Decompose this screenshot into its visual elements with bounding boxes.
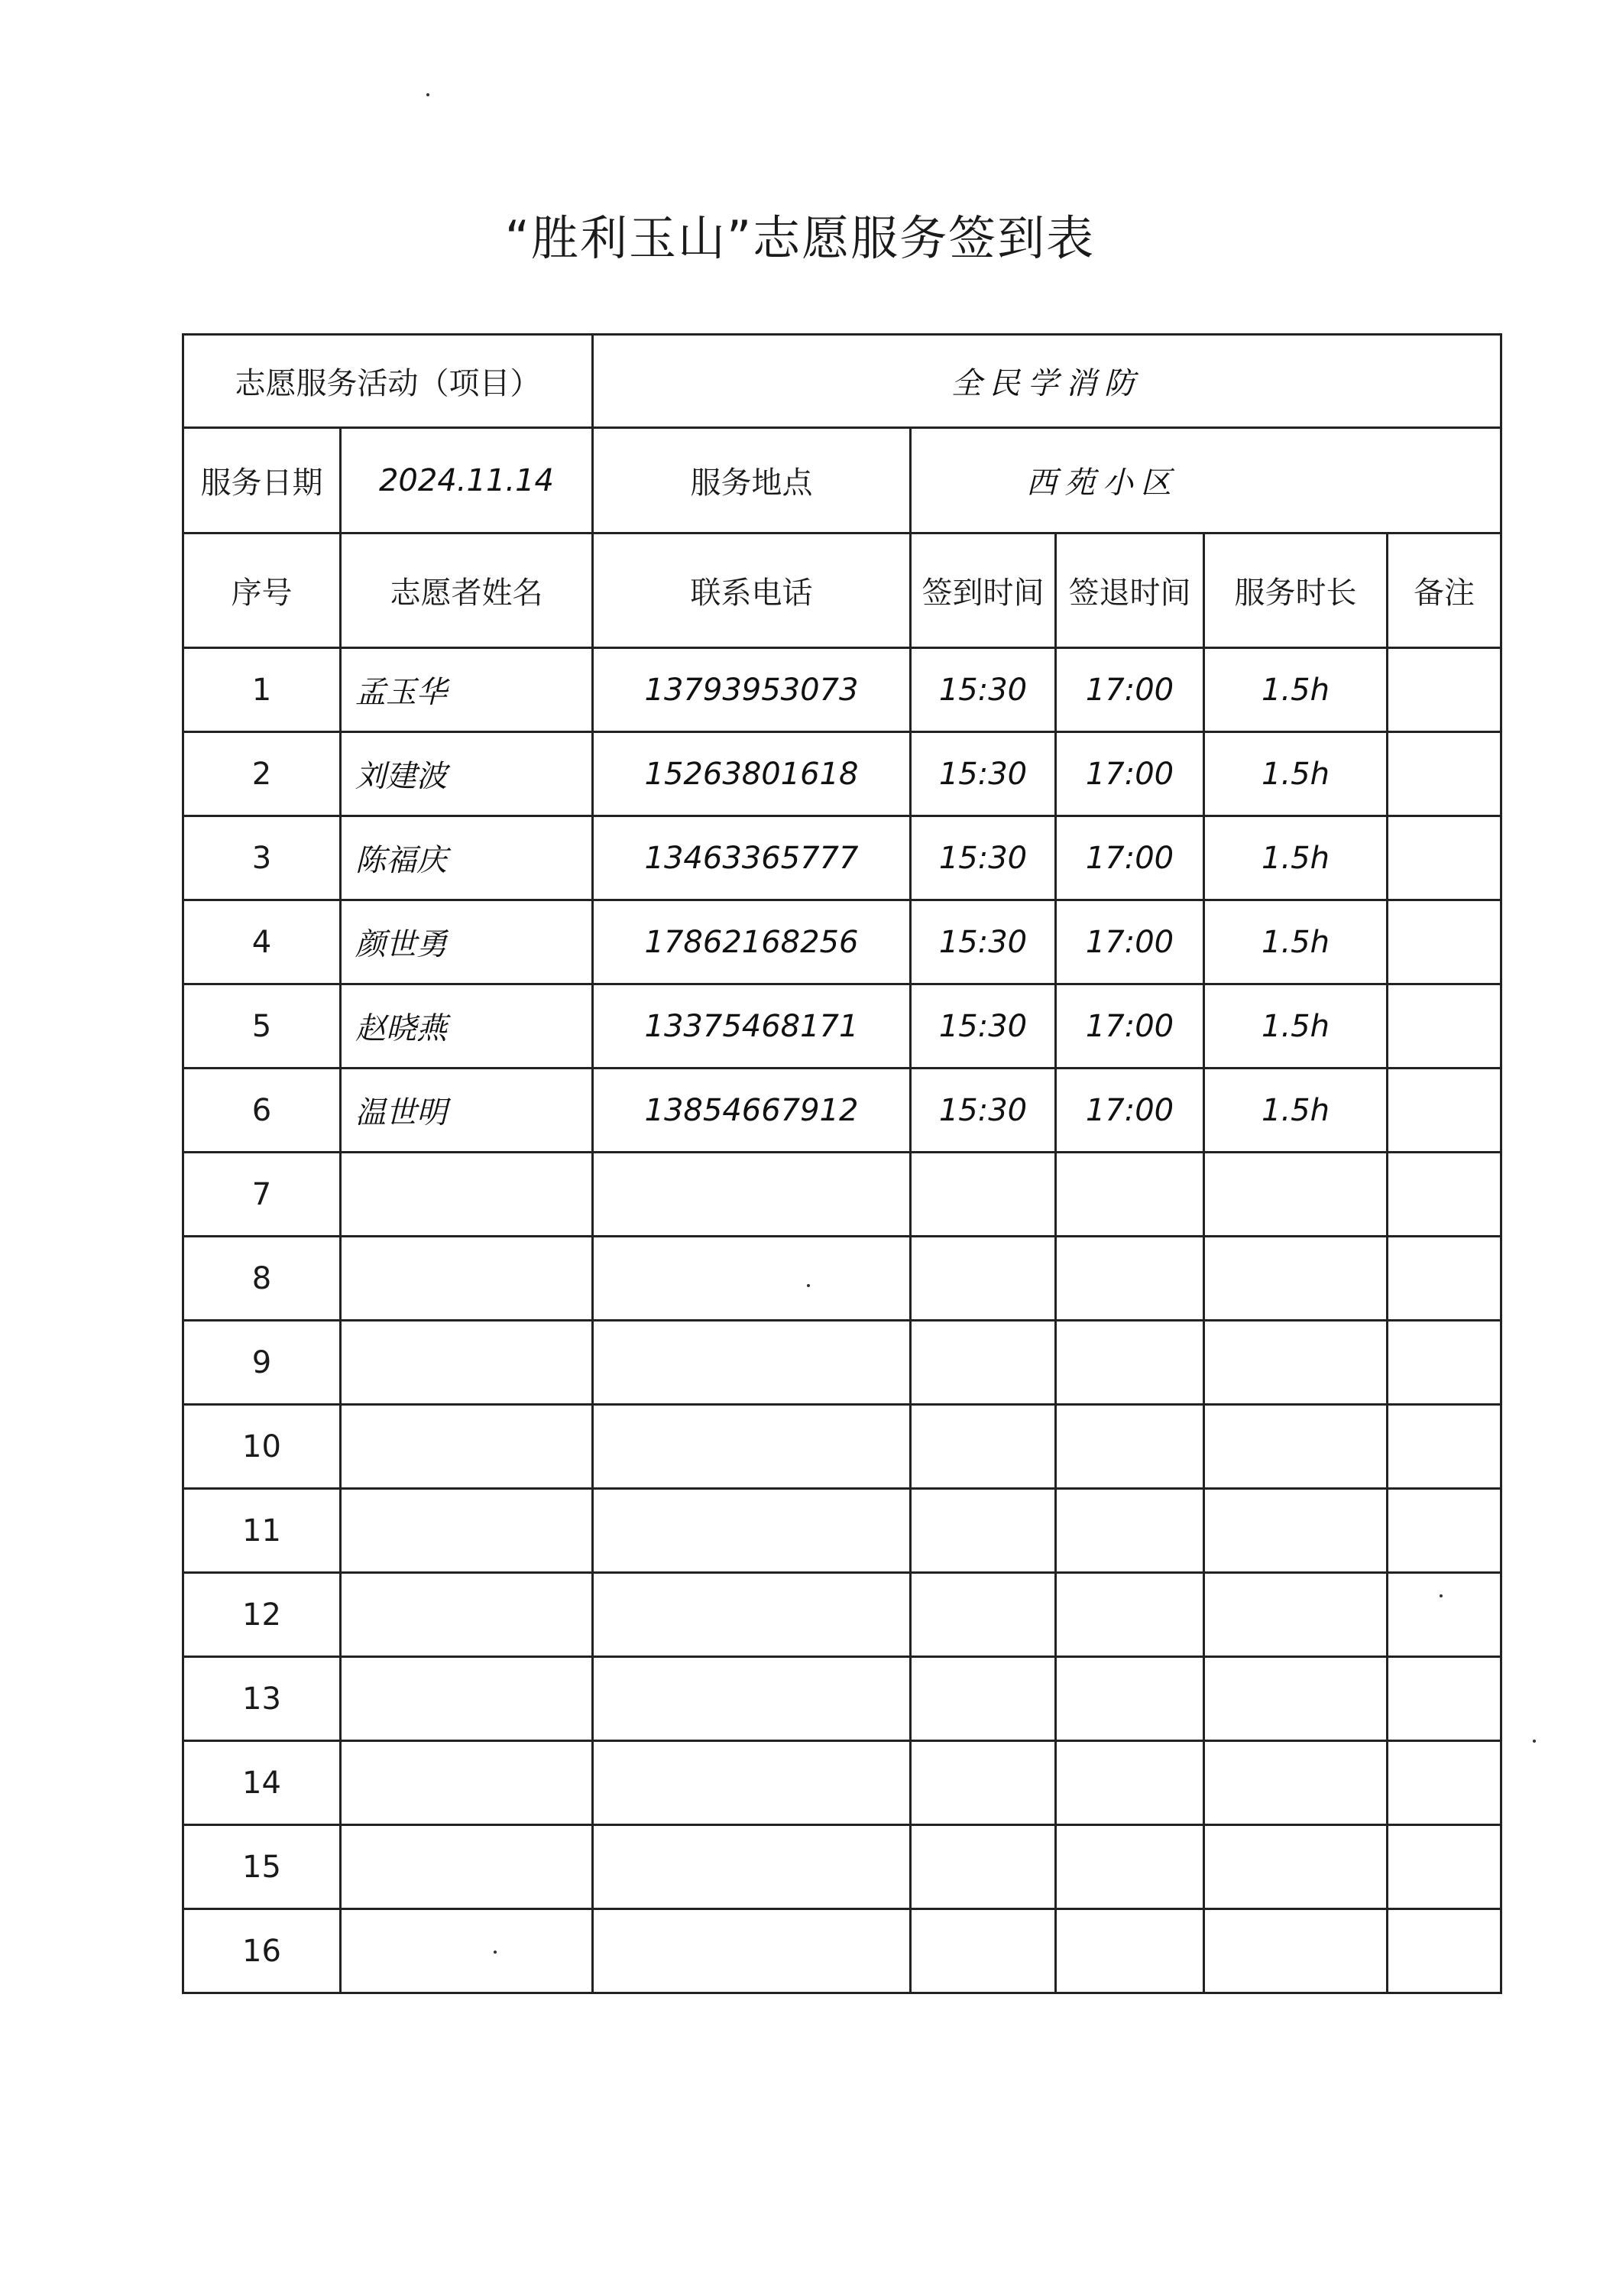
- check-out-time[interactable]: [1056, 1237, 1204, 1321]
- table-row: [183, 1573, 1501, 1657]
- check-in-time[interactable]: [911, 1825, 1056, 1909]
- volunteer-name[interactable]: [341, 1909, 593, 1993]
- note-cell[interactable]: [1388, 816, 1501, 900]
- row-number: 5: [183, 984, 341, 1069]
- service-hours[interactable]: 1.5h: [1204, 1069, 1388, 1153]
- row-number: 14: [183, 1741, 341, 1825]
- table-row: [183, 816, 1501, 900]
- volunteer-name[interactable]: [341, 1741, 593, 1825]
- note-cell[interactable]: [1388, 984, 1501, 1069]
- note-cell[interactable]: [1388, 648, 1501, 732]
- volunteer-name[interactable]: 陈福庆: [341, 816, 593, 900]
- volunteer-name[interactable]: 温世明: [341, 1069, 593, 1153]
- check-out-time[interactable]: 17:00: [1056, 732, 1204, 816]
- phone-number[interactable]: [593, 1825, 911, 1909]
- scan-speck: [426, 93, 429, 96]
- phone-number[interactable]: 17862168256: [593, 900, 911, 984]
- table-row: [183, 1825, 1501, 1909]
- check-out-time[interactable]: 17:00: [1056, 900, 1204, 984]
- row-number: 2: [183, 732, 341, 816]
- volunteer-name[interactable]: [341, 1153, 593, 1237]
- row-number: 15: [183, 1825, 341, 1909]
- service-hours[interactable]: 1.5h: [1204, 732, 1388, 816]
- column-header-row: [183, 533, 1501, 648]
- check-out-time[interactable]: [1056, 1573, 1204, 1657]
- phone-number[interactable]: [593, 1909, 911, 1993]
- check-out-time[interactable]: 17:00: [1056, 1069, 1204, 1153]
- service-hours[interactable]: [1204, 1657, 1388, 1741]
- page-title: “胜利玉山”志愿服务签到表: [504, 210, 1096, 266]
- phone-number[interactable]: 13854667912: [593, 1069, 911, 1153]
- check-out-time[interactable]: [1056, 1741, 1204, 1825]
- table-row: [183, 900, 1501, 984]
- check-in-time[interactable]: [911, 1909, 1056, 1993]
- table-row: [183, 1741, 1501, 1825]
- check-out-time[interactable]: [1056, 1321, 1204, 1405]
- service-hours[interactable]: [1204, 1321, 1388, 1405]
- check-in-time[interactable]: 15:30: [911, 900, 1056, 984]
- table-row: [183, 1321, 1501, 1405]
- note-cell[interactable]: [1388, 1825, 1501, 1909]
- service-hours[interactable]: 1.5h: [1204, 900, 1388, 984]
- phone-number[interactable]: [593, 1153, 911, 1237]
- col-header-hours: 服务时长: [1204, 533, 1388, 648]
- check-out-time[interactable]: [1056, 1909, 1204, 1993]
- note-cell[interactable]: [1388, 1405, 1501, 1489]
- check-in-time[interactable]: [911, 1657, 1056, 1741]
- table-row: [183, 1153, 1501, 1237]
- activity-value[interactable]: 全民学消防: [593, 335, 1501, 428]
- note-cell[interactable]: [1388, 900, 1501, 984]
- volunteer-name[interactable]: [341, 1405, 593, 1489]
- note-cell[interactable]: [1388, 732, 1501, 816]
- note-cell[interactable]: [1388, 1573, 1501, 1657]
- note-cell[interactable]: [1388, 1321, 1501, 1405]
- check-out-time[interactable]: 17:00: [1056, 816, 1204, 900]
- service-hours[interactable]: [1204, 1825, 1388, 1909]
- check-in-time[interactable]: [911, 1321, 1056, 1405]
- col-header-no: 序号: [183, 533, 341, 648]
- volunteer-name[interactable]: [341, 1489, 593, 1573]
- volunteer-name[interactable]: [341, 1237, 593, 1321]
- phone-number[interactable]: 15263801618: [593, 732, 911, 816]
- service-hours[interactable]: 1.5h: [1204, 984, 1388, 1069]
- activity-row: [183, 335, 1501, 428]
- check-out-time[interactable]: 17:00: [1056, 648, 1204, 732]
- volunteer-name[interactable]: [341, 1657, 593, 1741]
- volunteer-name[interactable]: 孟玉华: [341, 648, 593, 732]
- row-number: 13: [183, 1657, 341, 1741]
- table-row: [183, 1657, 1501, 1741]
- phone-number[interactable]: [593, 1489, 911, 1573]
- row-number: 7: [183, 1153, 341, 1237]
- volunteer-name[interactable]: 刘建波: [341, 732, 593, 816]
- service-hours[interactable]: [1204, 1489, 1388, 1573]
- phone-number[interactable]: [593, 1405, 911, 1489]
- row-number: 9: [183, 1321, 341, 1405]
- table-row: [183, 1909, 1501, 1993]
- col-header-note: 备注: [1388, 533, 1501, 648]
- phone-number[interactable]: [593, 1741, 911, 1825]
- date-value[interactable]: 2024.11.14: [341, 428, 593, 533]
- note-cell[interactable]: [1388, 1153, 1501, 1237]
- table-row: [183, 1237, 1501, 1321]
- check-in-time[interactable]: [911, 1237, 1056, 1321]
- scan-speck: [1533, 1740, 1536, 1743]
- table-row: [183, 984, 1501, 1069]
- date-label: 服务日期: [183, 428, 341, 533]
- check-out-time[interactable]: [1056, 1825, 1204, 1909]
- check-in-time[interactable]: 15:30: [911, 648, 1056, 732]
- service-hours[interactable]: 1.5h: [1204, 648, 1388, 732]
- check-in-time[interactable]: [911, 1405, 1056, 1489]
- volunteer-name[interactable]: [341, 1321, 593, 1405]
- check-in-time[interactable]: 15:30: [911, 1069, 1056, 1153]
- note-cell[interactable]: [1388, 1657, 1501, 1741]
- activity-label: 志愿服务活动（项目）: [183, 335, 593, 428]
- check-out-time[interactable]: [1056, 1405, 1204, 1489]
- service-hours[interactable]: [1204, 1405, 1388, 1489]
- date-location-row: [183, 428, 1501, 533]
- table-row: [183, 1405, 1501, 1489]
- volunteer-name[interactable]: 赵晓燕: [341, 984, 593, 1069]
- service-hours[interactable]: [1204, 1237, 1388, 1321]
- check-out-time[interactable]: 17:00: [1056, 984, 1204, 1069]
- volunteer-name[interactable]: 颜世勇: [341, 900, 593, 984]
- check-in-time[interactable]: 15:30: [911, 732, 1056, 816]
- row-number: 6: [183, 1069, 341, 1153]
- row-number: 4: [183, 900, 341, 984]
- phone-number[interactable]: [593, 1321, 911, 1405]
- row-number: 12: [183, 1573, 341, 1657]
- row-number: 8: [183, 1237, 341, 1321]
- col-header-name: 志愿者姓名: [341, 533, 593, 648]
- note-cell[interactable]: [1388, 1069, 1501, 1153]
- service-hours[interactable]: [1204, 1909, 1388, 1993]
- phone-number[interactable]: 13375468171: [593, 984, 911, 1069]
- location-label: 服务地点: [593, 428, 911, 533]
- col-header-phone: 联系电话: [593, 533, 911, 648]
- phone-number[interactable]: 13793953073: [593, 648, 911, 732]
- note-cell[interactable]: [1388, 1741, 1501, 1825]
- phone-number[interactable]: 13463365777: [593, 816, 911, 900]
- note-cell[interactable]: [1388, 1909, 1501, 1993]
- check-in-time[interactable]: [911, 1741, 1056, 1825]
- table-row: [183, 1489, 1501, 1573]
- check-out-time[interactable]: [1056, 1489, 1204, 1573]
- row-number: 10: [183, 1405, 341, 1489]
- scan-speck: [807, 1284, 810, 1287]
- service-hours[interactable]: 1.5h: [1204, 816, 1388, 900]
- check-in-time[interactable]: 15:30: [911, 816, 1056, 900]
- check-in-time[interactable]: [911, 1153, 1056, 1237]
- volunteer-name[interactable]: [341, 1573, 593, 1657]
- sign-in-table: [182, 333, 1502, 1994]
- check-in-time[interactable]: [911, 1573, 1056, 1657]
- phone-number[interactable]: [593, 1657, 911, 1741]
- scan-speck: [1440, 1594, 1443, 1597]
- service-hours[interactable]: [1204, 1153, 1388, 1237]
- check-out-time[interactable]: [1056, 1153, 1204, 1237]
- location-value[interactable]: 西苑小区: [911, 428, 1501, 533]
- col-header-checkin: 签到时间: [911, 533, 1056, 648]
- col-header-checkout: 签退时间: [1056, 533, 1204, 648]
- row-number: 3: [183, 816, 341, 900]
- table-row: [183, 1069, 1501, 1153]
- service-hours[interactable]: [1204, 1573, 1388, 1657]
- volunteer-name[interactable]: [341, 1825, 593, 1909]
- phone-number[interactable]: [593, 1237, 911, 1321]
- table-row: [183, 648, 1501, 732]
- note-cell[interactable]: [1388, 1237, 1501, 1321]
- check-in-time[interactable]: [911, 1489, 1056, 1573]
- table-row: [183, 732, 1501, 816]
- row-number: 11: [183, 1489, 341, 1573]
- row-number: 1: [183, 648, 341, 732]
- note-cell[interactable]: [1388, 1489, 1501, 1573]
- row-number: 16: [183, 1909, 341, 1993]
- service-hours[interactable]: [1204, 1741, 1388, 1825]
- scan-speck: [494, 1951, 497, 1954]
- check-out-time[interactable]: [1056, 1657, 1204, 1741]
- check-in-time[interactable]: 15:30: [911, 984, 1056, 1069]
- phone-number[interactable]: [593, 1573, 911, 1657]
